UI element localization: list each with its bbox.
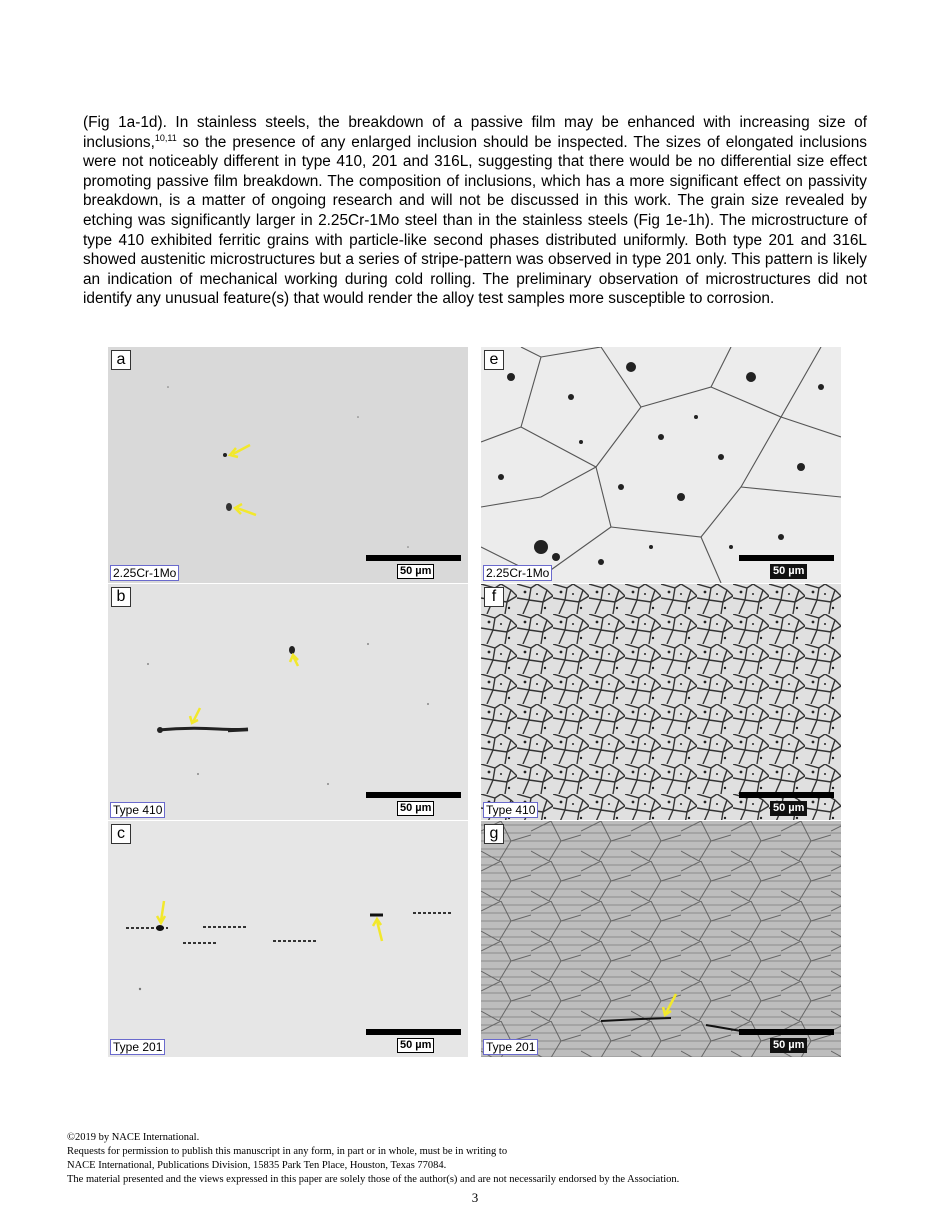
footer-line-2: Requests for permission to publish this manuscript in any form, in part or in whole, must be in writing to xyxy=(67,1146,508,1157)
material-label-f: Type 410 xyxy=(483,802,538,818)
scale-label-f: 50 µm xyxy=(770,801,807,816)
scale-label-c: 50 µm xyxy=(397,1038,434,1053)
micrograph-c-image xyxy=(108,821,468,1057)
micrograph-panel-e xyxy=(481,347,841,583)
material-label-a: 2.25Cr-1Mo xyxy=(110,565,179,581)
scale-label-g: 50 µm xyxy=(770,1038,807,1053)
micrograph-g-image xyxy=(481,821,841,1057)
citation-superscript: 10,11 xyxy=(154,132,177,143)
body-paragraph xyxy=(83,113,867,309)
scale-bar-f xyxy=(739,792,834,818)
micrograph-panel-c xyxy=(108,821,468,1057)
material-label-g: Type 201 xyxy=(483,1039,538,1055)
footer-line-1: ©2019 by NACE International. xyxy=(67,1132,200,1143)
scale-label-a: 50 µm xyxy=(397,564,434,579)
footer-line-3: NACE International, Publications Division, 15835 Park Ten Place, Houston, Texas 77084. xyxy=(67,1160,447,1171)
micrograph-panel-f xyxy=(481,584,841,820)
panel-letter-b: b xyxy=(111,587,131,607)
material-label-e: 2.25Cr-1Mo xyxy=(483,565,552,581)
scale-bar-c xyxy=(366,1029,461,1055)
scale-label-e: 50 µm xyxy=(770,564,807,579)
panel-letter-g: g xyxy=(484,824,504,844)
panel-letter-a: a xyxy=(111,350,131,370)
footer-line-4: The material presented and the views expressed in this paper are solely those of the author(s) and are not necessarily endorsed by the Association. xyxy=(67,1174,680,1185)
panel-letter-f: f xyxy=(484,587,504,607)
micrograph-f-image xyxy=(481,584,841,820)
paragraph-text-2: so the presence of any enlarged inclusion should be inspected. The sizes of elongated inclusions were not noticeably different in type 410, 201 and 316L, suggesting that there would be no differential size effect promoting passive film breakdown. The composition of inclusions, which has a more significant effect on passivity breakdown, is a matter of ongoing research and will not be discussed in this work. The grain size revealed by etching was significantly larger in 2.25Cr-1Mo steel than in the stainless steels (Fig 1e-1h). The microstructure of type 410 exhibited ferritic grains with particle-like second phases distributed uniformly. Both type 201 and 316L showed austenitic microstructures but a series of stripe-pattern was observed in type 201 only. This pattern is likely an indication of mechanical working during cold rolling. The preliminary observation of microstructures did not identify any unusual feature(s) that would render the alloy test samples more susceptible to corrosion. xyxy=(83,133,867,308)
material-label-c: Type 201 xyxy=(110,1039,165,1055)
micrograph-b-image xyxy=(108,584,468,820)
paragraph-text-1: (Fig 1a-1d). In stainless steels, the breakdown of a passive film may be enhanced with increasing size of inclusions, xyxy=(83,114,867,151)
scale-bar-g xyxy=(739,1029,834,1055)
scale-label-b: 50 µm xyxy=(397,801,434,816)
copyright-footer xyxy=(67,1131,887,1187)
page-number: 3 xyxy=(471,1190,479,1205)
scale-bar-a xyxy=(366,555,461,581)
material-label-b: Type 410 xyxy=(110,802,165,818)
micrograph-panel-g xyxy=(481,821,841,1057)
panel-letter-c: c xyxy=(111,824,131,844)
micrograph-e-image xyxy=(481,347,841,583)
scale-bar-e xyxy=(739,555,834,581)
panel-letter-e: e xyxy=(484,350,504,370)
micrograph-panel-a xyxy=(108,347,468,583)
micrograph-a-image xyxy=(108,347,468,583)
micrograph-panel-b xyxy=(108,584,468,820)
scale-bar-b xyxy=(366,792,461,818)
